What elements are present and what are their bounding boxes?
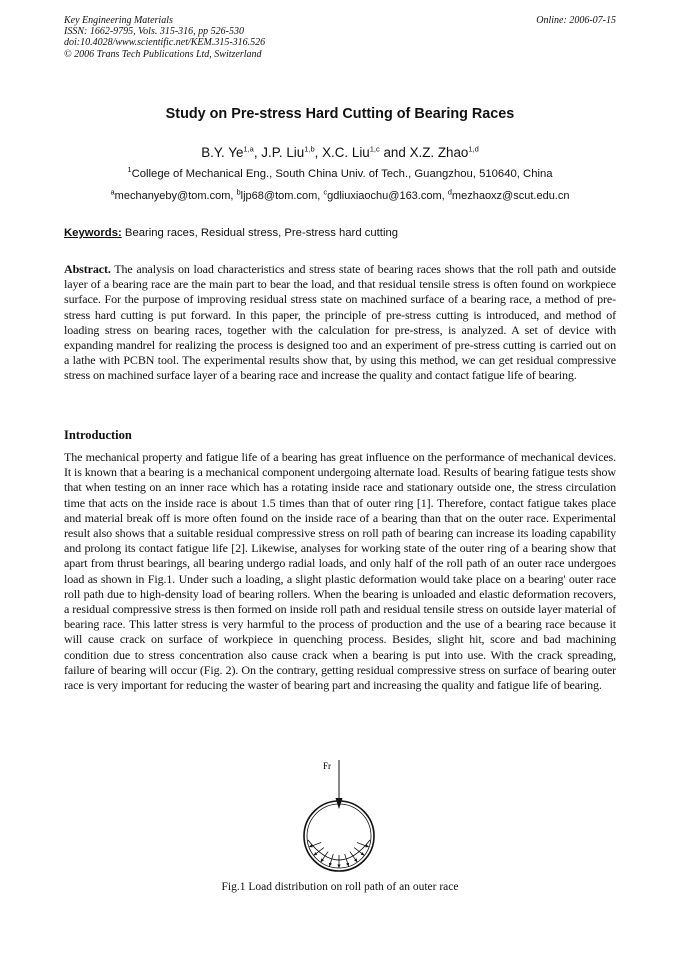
author-affiliation-mark: 1,a — [243, 144, 254, 154]
email-mark: a — [110, 187, 115, 197]
author-separator: , — [314, 145, 323, 160]
paper-title: Study on Pre-stress Hard Cutting of Bearing Races — [165, 106, 515, 122]
author-affiliation-mark: 1,c — [369, 144, 380, 154]
abstract-text: The analysis on load characteristics and stress state of bearing races shows that the roll path and outside layer of a bearing race are the main part to bear the load, and that residual tensile stress is often found on workpiece surface. For the purpose of improving residual stress state on machined surface of a bearing race, a method of pre-stress hard cutting is put forward. In this paper, the principle of pre-stress cutting is introduced, and method of loading stress on bearing races, together with the calculation for pre-stress, is analyzed. A set of device with expanding mandrel for realizing the process is designed too and an experiment of pre-stress cutting is carried out on a lathe with PCBN tool. The experimental results show that, by using this method, we can get residual compressive stress on machined surface layer of a bearing race and increase the quality and contact fatigue life of bearing. — [64, 262, 616, 383]
author-affiliation-mark: 1,b — [304, 144, 315, 154]
abstract-label: Abstract. — [64, 262, 111, 276]
author-name: B.Y. Ye — [201, 145, 244, 160]
figure-1-caption: Fig.1 Load distribution on roll path of an outer race — [221, 881, 459, 893]
figure-1-load-distribution — [290, 756, 400, 878]
affiliation-mark: 1 — [127, 165, 132, 175]
email-mark: b — [236, 187, 241, 197]
journal-header — [64, 15, 616, 60]
journal-doi: doi:10.4028/www.scientific.net/KEM.315-316.526 — [64, 37, 266, 49]
author-separator: and — [379, 145, 410, 160]
force-arrow-head — [336, 798, 343, 809]
email-address: mezhaoxz@scut.edu.cn — [451, 190, 570, 202]
author-name: J.P. Liu — [261, 145, 305, 160]
keywords-text: Bearing races, Residual stress, Pre-stress hard cutting — [121, 227, 399, 239]
force-label: Fr — [323, 761, 332, 771]
introduction-paragraph: The mechanical property and fatigue life of a bearing has great influence on the performance of mechanical devices. It is known that a bearing is a mechanical component undergoing alternate load. Results of bearing fatigue tests show that when testing on an inner race which has a rotating inside race and stationary outside one, the stress circulation time that acts on the inside race is about 1.5 times than that of outer ring [1]. Therefore, contact fatigue takes place and material break off is more often found on the inside race of a bearing than that on the outer race. Experimental result also shows that a suitable residual compressive stress on roll path of bearing can increase its loading capability and prolong its contact fatigue life [2]. Likewise, analyses for working state of the outer ring of a bearing show that apart from thrust bearings, all bearing undergo radial loads, and only half of the roll path of an outer race undergoes load as shown in Fig.1. Under such a loading, a slight plastic deformation would take place on a bearing' outer race roll path due to high-density load of bearing rollers. When the bearing is unloaded and elastic deformation recovers, a residual compressive stress is then formed on inside roll path and residual tensile stress on outside layer material of bearing race. This latter stress is very harmful to the process of production and the use of a bearing race because it will cause crack on surface of workpiece in quenching process. Besides, slight hit, score and bad machining condition due to stress concentration also cause crack when a bearing is put into use. With the crack spreading, failure of bearing will occur (Fig. 2). On the contrary, getting residual compressive stress on surface of bearing outer race is very important for reducing the waster of bearing part and increasing the quality and fatigue life of bearing. — [64, 450, 616, 693]
load-arrow-head — [354, 858, 357, 862]
load-arrow-head — [321, 858, 324, 862]
online-date: Online: 2006-07-15 — [536, 15, 616, 26]
affiliation-text: College of Mechanical Eng., South China Univ. of Tech., Guangzhou, 510640, China — [131, 168, 553, 180]
load-arrow-head — [346, 863, 349, 867]
abstract — [64, 262, 616, 384]
author-separator: , — [253, 145, 262, 160]
keywords — [64, 227, 616, 239]
journal-name: Key Engineering Materials — [64, 15, 173, 26]
section-heading-introduction: Introduction — [64, 428, 132, 442]
email-address: ljp68@tom.com, — [240, 190, 324, 202]
author-affiliation-mark: 1,d — [468, 144, 479, 154]
author-name: X.C. Liu — [322, 145, 370, 160]
keywords-label: Keywords: — [64, 227, 122, 239]
author-list — [64, 145, 616, 160]
email-mark: c — [323, 187, 328, 197]
journal-copyright: © 2006 Trans Tech Publications Ltd, Switzerland — [64, 48, 262, 60]
author-name: X.Z. Zhao — [409, 145, 469, 160]
email-address: gdliuxiaochu@163.com, — [327, 190, 448, 202]
journal-issn: ISSN: 1662-9795, Vols. 315-316, pp 526-530 — [64, 26, 244, 38]
email-list — [56, 187, 624, 202]
affiliation — [64, 165, 616, 180]
email-address: mechanyeby@tom.com, — [114, 190, 237, 202]
email-mark: d — [447, 187, 452, 197]
load-arrow-head — [329, 863, 332, 867]
load-arrow-head — [337, 865, 340, 869]
